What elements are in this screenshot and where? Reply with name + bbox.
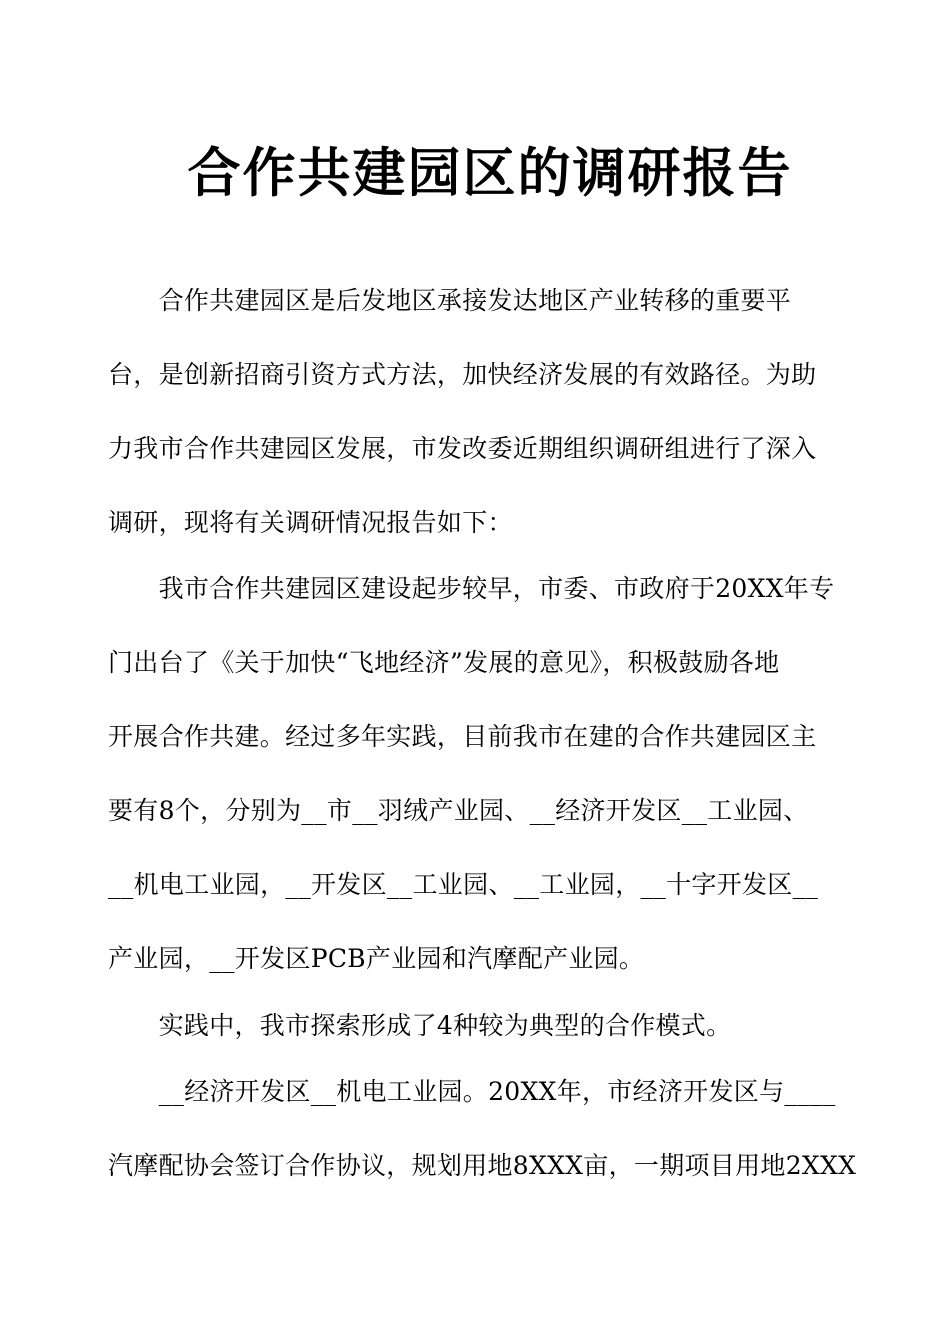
body-line-3: 力我市合作共建园区发展，市发改委近期组织调研组进行了深入 bbox=[108, 434, 817, 463]
body-line-10: 产业园，__开发区PCB产业园和汽摩配产业园。 bbox=[108, 944, 645, 973]
body-line-12: __经济开发区__机电工业园。20XX年，市经济开发区与____ bbox=[108, 1077, 836, 1106]
body-line-8: 要有8个，分别为__市__羽绒产业园、__经济开发区__工业园、 bbox=[108, 796, 809, 825]
body-line-13: 汽摩配协会签订合作协议，规划用地8XXX亩，一期项目用地2XXX bbox=[108, 1151, 857, 1180]
body-line-11: 实践中，我市探索形成了4种较为典型的合作模式。 bbox=[108, 1011, 732, 1040]
body-line-6: 门出台了《关于加快“飞地经济”发展的意见》，积极鼓励各地 bbox=[108, 648, 780, 677]
body-line-2: 台，是创新招商引资方式方法，加快经济发展的有效路径。为助 bbox=[108, 360, 817, 389]
body-line-9: __机电工业园，__开发区__工业园、__工业园，__十字开发区__ bbox=[108, 870, 819, 899]
body-line-7: 开展合作共建。经过多年实践，目前我市在建的合作共建园区主 bbox=[108, 722, 817, 751]
body-line-1: 合作共建园区是后发地区承接发达地区产业转移的重要平 bbox=[108, 286, 792, 315]
document-title: 合作共建园区的调研报告 bbox=[187, 143, 793, 204]
body-line-4: 调研，现将有关调研情况报告如下： bbox=[108, 508, 513, 537]
body-line-5: 我市合作共建园区建设起步较早，市委、市政府于20XX年专 bbox=[108, 574, 835, 603]
